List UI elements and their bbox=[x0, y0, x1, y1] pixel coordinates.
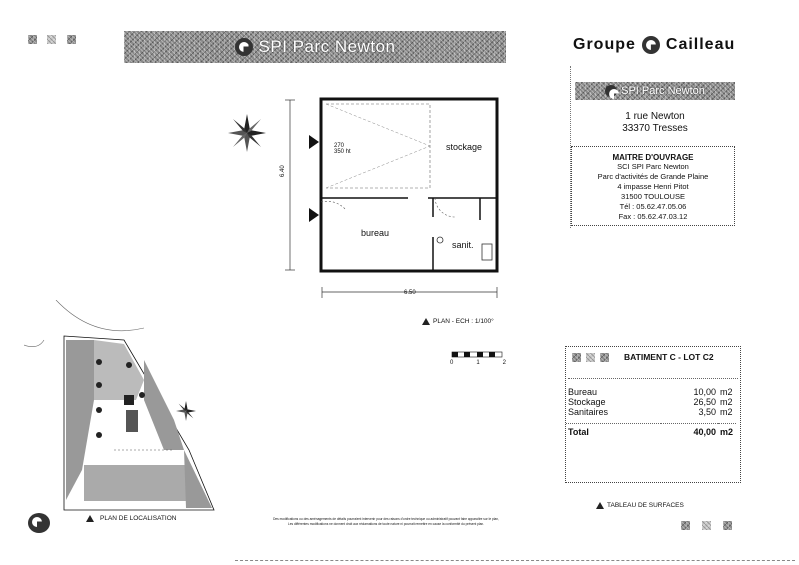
scale-label: 0 bbox=[450, 360, 454, 366]
owner-line: 4 impasse Henri Pitot bbox=[617, 182, 689, 191]
total-value: 40,00 bbox=[693, 427, 716, 437]
banner-title: SPI Parc Newton bbox=[258, 37, 396, 56]
room-label-bureau: bureau bbox=[361, 228, 390, 238]
owner-line: 31500 TOULOUSE bbox=[621, 192, 685, 201]
scale-labels bbox=[450, 360, 506, 366]
entrance-arrow-icon bbox=[309, 135, 319, 149]
surface-table-box bbox=[565, 346, 741, 483]
surface-value: 10,00 bbox=[693, 387, 716, 397]
table-mark-1 bbox=[572, 353, 581, 362]
project-logo-icon bbox=[605, 85, 617, 97]
triangle-marker-icon bbox=[596, 502, 604, 509]
surface-value: 3,50 bbox=[698, 407, 716, 417]
corner-mark-4 bbox=[681, 521, 690, 530]
owner-title: MAITRE D'OUVRAGE bbox=[612, 153, 694, 162]
header-banner bbox=[124, 31, 506, 63]
disclaimer-line2: Les différentes modifications ne donnent droit aux réclamations de toute nature ni pourrait remettre en cause la conformité du présent plan. bbox=[287, 522, 485, 526]
table-mark-2 bbox=[586, 353, 595, 362]
corner-mark-3 bbox=[67, 35, 76, 44]
scale-label: 2 bbox=[502, 360, 506, 366]
disclaimer-line1: Des modifications ou des aménagements de détails pourraient intervenir pour des raisons d'ordre technique ou administratif pouvant faire apparaître sur le plan, bbox=[273, 517, 499, 521]
surface-table-header bbox=[572, 352, 740, 362]
bottom-border bbox=[235, 560, 795, 561]
surface-value: 26,50 bbox=[693, 397, 716, 407]
door-note-1: 270 bbox=[334, 143, 345, 149]
door-note-2: 350 ht bbox=[334, 149, 351, 155]
room-label-stockage: stockage bbox=[446, 142, 483, 152]
plan-caption bbox=[422, 318, 494, 325]
address-line2: 33370 Tresses bbox=[622, 123, 688, 134]
surface-table bbox=[566, 387, 736, 437]
triangle-marker-icon bbox=[86, 515, 94, 522]
disclaimer bbox=[270, 517, 502, 527]
bottom-logo-icon bbox=[28, 513, 50, 533]
corner-mark-5 bbox=[702, 521, 711, 530]
table-mark-3 bbox=[600, 353, 609, 362]
room-label-sanitaires: sanit. bbox=[452, 240, 474, 250]
owner-line: SCI SPI Parc Newton bbox=[617, 162, 689, 171]
compass-rose-icon bbox=[228, 114, 266, 152]
surface-label: Bureau bbox=[568, 387, 598, 397]
table-row bbox=[566, 407, 736, 417]
corner-mark-1 bbox=[28, 35, 37, 44]
total-unit: m2 bbox=[720, 427, 734, 437]
owner-line: Parc d'activités de Grande Plaine bbox=[597, 172, 709, 181]
table-row bbox=[566, 387, 736, 397]
owner-box bbox=[571, 146, 735, 226]
location-caption bbox=[86, 515, 176, 522]
triangle-marker-icon bbox=[422, 318, 430, 325]
door-note bbox=[334, 143, 351, 155]
surface-table-title: BATIMENT C - LOT C2 bbox=[624, 352, 714, 362]
plan-caption-text: PLAN - ECH : 1/100° bbox=[433, 318, 494, 325]
floor-plan bbox=[280, 92, 505, 310]
dim-width: 6.50 bbox=[404, 290, 416, 296]
surface-caption-text: TABLEAU DE SURFACES bbox=[607, 502, 684, 509]
surface-label: Sanitaires bbox=[568, 407, 609, 417]
company-word-2: Cailleau bbox=[665, 36, 736, 53]
surface-unit: m2 bbox=[720, 387, 733, 397]
surface-caption bbox=[596, 502, 684, 509]
bottom-logo bbox=[28, 513, 50, 533]
location-caption-text: PLAN DE LOCALISATION bbox=[100, 515, 177, 522]
table-row bbox=[566, 397, 736, 407]
scale-label: 1 bbox=[476, 360, 480, 366]
company-word-1: Groupe bbox=[573, 36, 636, 53]
spi-logo-icon bbox=[235, 38, 253, 56]
surface-unit: m2 bbox=[720, 407, 733, 417]
owner-line: Tél : 05.62.47.05.06 bbox=[619, 202, 687, 211]
map-compass-icon bbox=[176, 401, 196, 421]
dim-height: 6.40 bbox=[280, 165, 286, 177]
corner-mark-6 bbox=[723, 521, 732, 530]
cailleau-logo-icon bbox=[642, 36, 660, 54]
surface-unit: m2 bbox=[720, 397, 733, 407]
entrance-arrow-icon bbox=[309, 208, 319, 222]
address-line1: 1 rue Newton bbox=[625, 111, 685, 122]
project-banner-title: SPI Parc Newton bbox=[621, 85, 705, 97]
table-total-row bbox=[566, 424, 736, 438]
corner-mark-2 bbox=[47, 35, 56, 44]
total-label: Total bbox=[568, 427, 589, 437]
surface-label: Stockage bbox=[568, 397, 606, 407]
company-logo-row bbox=[573, 36, 735, 54]
project-banner bbox=[575, 82, 735, 100]
owner-line: Fax : 05.62.47.03.12 bbox=[618, 212, 688, 221]
